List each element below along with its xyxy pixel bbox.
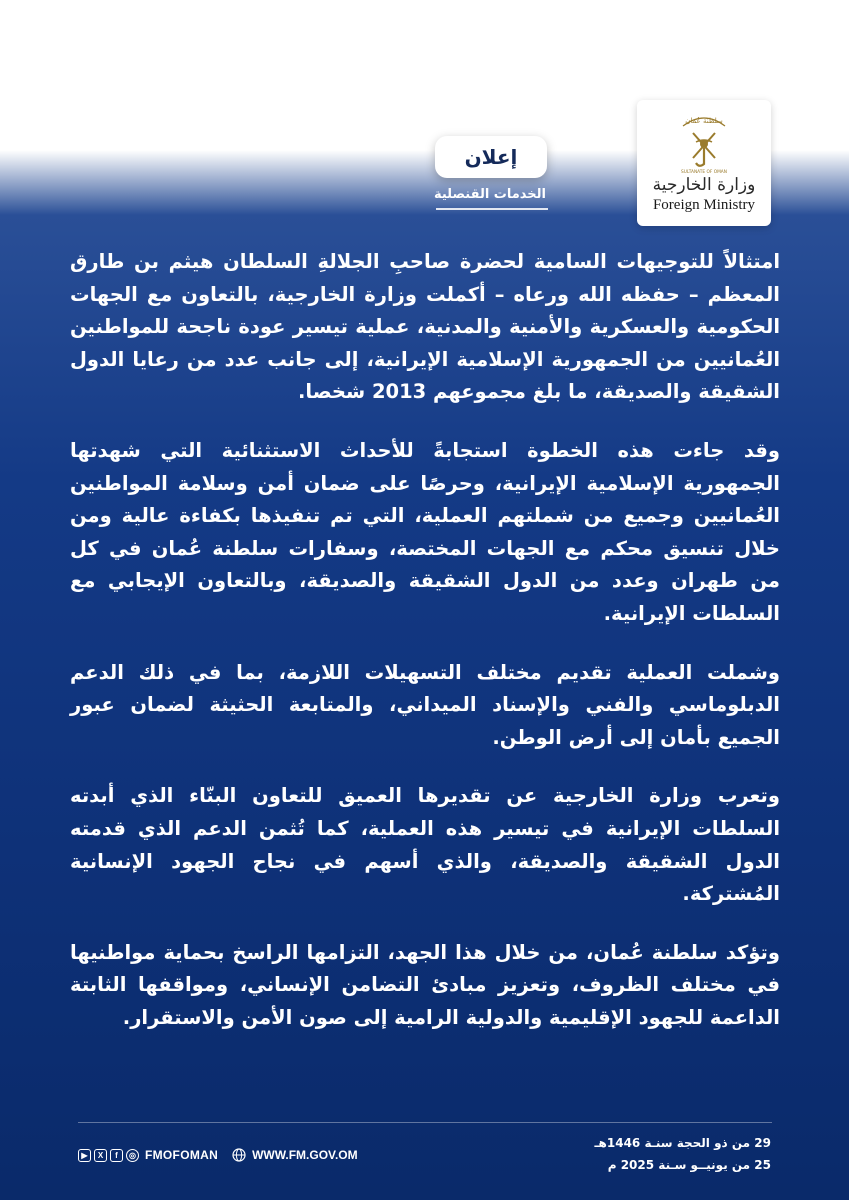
ministry-name-english: Foreign Ministry	[652, 197, 756, 213]
social-links	[78, 1147, 358, 1163]
date-gregorian: 25 من يونيــو سـنة 2025 م	[607, 1158, 771, 1172]
globe-icon	[232, 1148, 246, 1162]
paragraph-1: امتثالاً للتوجيهات السامية لحضرة صاحبِ الجلالةِ السلطان هيثم بن طارق المعظم – حفظه الله ورعاه – أكملت وزارة الخارجية، بالتعاون مع الجهات الحكومية والعسكرية والأمنية والمدنية، عملية تيسير عودة ناجحة للمواطنين العُمانيين من الجمهورية الإسلامية الإيرانية، إلى جانب عدد من رعايا الدول الشقيقة والصديقة، ما بلغ مجموعهم 2013 شخصا.	[70, 250, 780, 404]
paragraph-5: وتؤكد سلطنة عُمان، من خلال هذا الجهد، التزامها الراسخ بحماية مواطنيها في مختلف الظروف، وتعزيز مبادئ التضامن الإنساني، ومواقفها الثابتة الداعمة للجهود الإقليمية والدولية الرامية إلى صون الأمن والاستقرار.	[70, 940, 780, 1029]
social-handle[interactable]: FMOFOMAN	[145, 1148, 219, 1162]
paragraph-3: وشملت العملية تقديم مختلف التسهيلات اللازمة، بما في ذلك الدعم الدبلوماسي والفني والإسناد الميداني، والمتابعة الحثيثة لضمان عبور الجميع بأمان إلى أرض الوطن.	[70, 660, 780, 749]
announcement-title: إعلان	[435, 136, 547, 178]
date-hijri: 29 من ذو الحجة سنـة 1446هـ	[594, 1136, 771, 1150]
subtitle-underline	[436, 208, 548, 210]
emblem-text: سلطنة عُمان	[685, 117, 723, 125]
instagram-icon[interactable]: ◎	[126, 1149, 139, 1162]
x-icon[interactable]: X	[94, 1149, 107, 1162]
oman-emblem-icon	[669, 106, 739, 176]
paragraph-2: وقد جاءت هذه الخطوة استجابةً للأحداث الاستثنائية التي شهدتها الجمهورية الإسلامية الإيرانية، وحرصًا على ضمان أمن وسلامة المواطنين العُمانيين وجميع من شملتهم العملية، التي تم تنفيذها بكفاءة عالية ومن خلال تنسيق محكم مع الجهات المختصة، وسفارات سلطنة عُمان في كل من طهران وعدد من الدول الشقيقة والصديقة، وبالتعاون الإيجابي مع السلطات الإيرانية.	[70, 438, 780, 625]
dates	[551, 1132, 771, 1176]
youtube-icon[interactable]: ▶	[78, 1149, 91, 1162]
announcement-subtitle: الخدمات القنصلية	[433, 187, 547, 202]
facebook-icon[interactable]: f	[110, 1149, 123, 1162]
ministry-name-arabic: وزارة الخارجية	[652, 175, 756, 195]
website-link[interactable]: WWW.FM.GOV.OM	[252, 1148, 358, 1162]
ministry-logo	[637, 100, 771, 226]
announcement-body	[70, 246, 780, 1060]
paragraph-4: وتعرب وزارة الخارجية عن تقديرها العميق للتعاون البنّاء الذي أبدته السلطات الإيرانية في تيسير هذه العملية، كما تُثمن الدعم الذي قدمته الدول الشقيقة والصديقة، والذي أسهم في نجاح الجهود الإنسانية المُشتركة.	[70, 784, 780, 906]
emblem-caption: SULTANATE OF OMAN	[681, 170, 727, 175]
footer-divider	[78, 1122, 772, 1123]
